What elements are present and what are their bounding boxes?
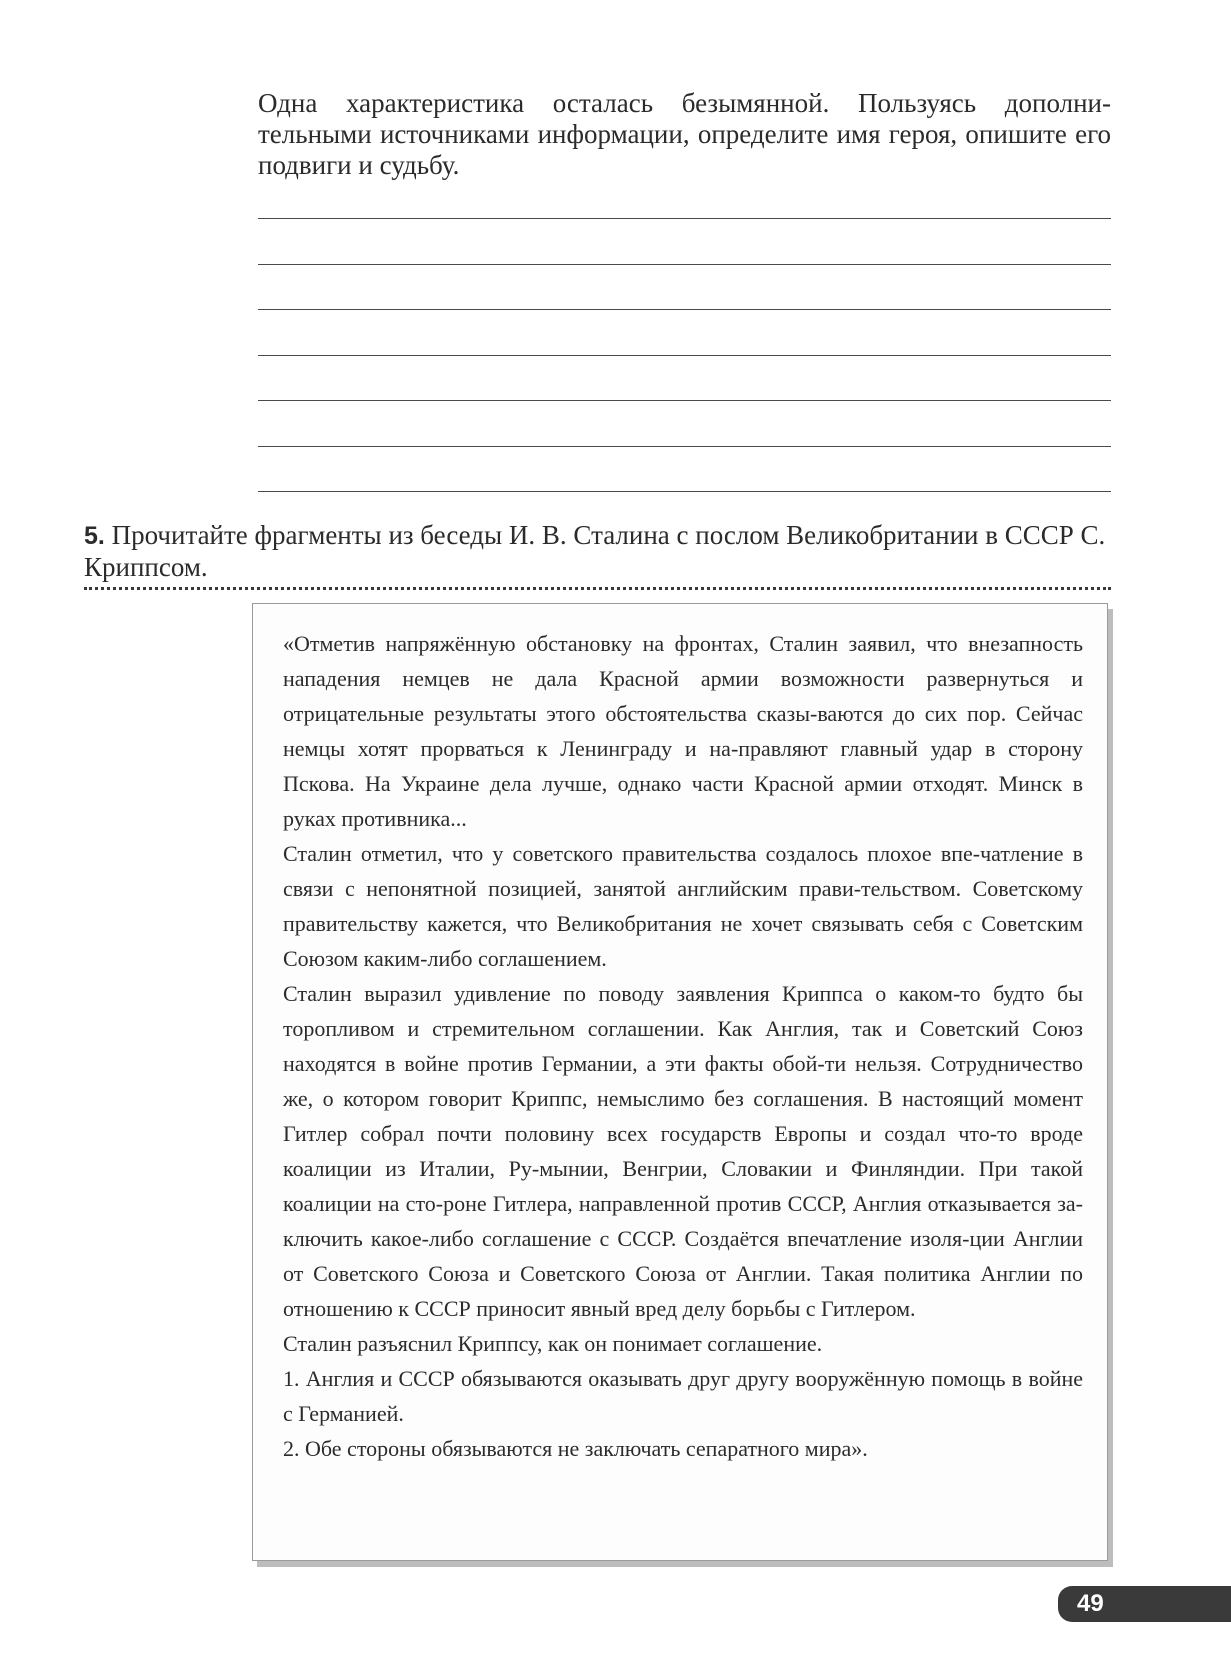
answer-line[interactable] <box>258 218 1111 264</box>
quote-list-item: 2. Обе стороны обязываются не заключать сепаратного мира». <box>283 1436 868 1461</box>
quote-paragraph: Сталин выразил удивление по поводу заявления Криппса о каком-то будто бы торопливом и стремительном соглашении. Как Англия, так и Советский Союз находятся в войне против Германии, а эти факты обой-ти нельзя. Сотрудничество же, о котором говорит Криппс, немыслимо без соглашения. В настоящий момент Гитлер собрал почти половину всех государств Европы и создал что-то вроде коалиции из Италии, Ру-мынии, Венгрии, Словакии и Финляндии. При такой коалиции на сто-роне Гитлера, направленной против СССР, Англия отказывается за-ключить какое-либо соглашение с СССР. Создаётся впечатление изоля-ции Англии от Советского Союза и Советского Союза от Англии. Такая политика Англии по отношению к СССР приносит явный вред делу борьбы с Гитлером. <box>283 981 1083 1321</box>
quote-paragraph: «Отметив напряжённую обстановку на фронтах, Сталин заявил, что внезапность нападения немцев не дала Красной армии возможности развернуться и отрицательные результаты этого обстоятельства сказы-ваются до сих пор. Сейчас немцы хотят прорваться к Ленинграду и на-правляют главный удар в сторону Пскова. На Украине дела лучше, однако части Красной армии отходят. Минск в руках противника... <box>283 631 1083 831</box>
task-text: Прочитайте фрагменты из беседы И. В. Сталина с послом Великобритании в СССР С. Криппсом. <box>84 520 1106 582</box>
answer-lines[interactable] <box>258 218 1111 537</box>
answer-line[interactable] <box>258 264 1111 310</box>
answer-line[interactable] <box>258 446 1111 492</box>
answer-line[interactable] <box>258 309 1111 355</box>
page-number: 49 <box>1077 1590 1104 1617</box>
intro-paragraph: Одна характеристика осталась безымянной. Пользуясь дополни-тельными источниками информации, определите имя героя, опишите его подвиги и судьбу. <box>258 88 1111 180</box>
quote-paragraph: Сталин отметил, что у советского правительства создалось плохое впе-чатление в связи с непонятной позицией, занятой английским прави-тельством. Советскому правительству кажется, что Великобритания не хочет связывать себя с Советским Союзом каким-либо соглашением. <box>283 841 1083 971</box>
quote-list-item: 1. Англия и СССР обязываются оказывать друг другу вооружённую помощь в войне с Германией. <box>283 1366 1083 1426</box>
task-number: 5. <box>84 522 105 550</box>
quote-box <box>252 603 1108 1561</box>
answer-line[interactable] <box>258 400 1111 446</box>
quote-paragraph: Сталин разъяснил Криппсу, как он понимает соглашение. <box>283 1331 823 1356</box>
task-heading <box>84 520 1111 590</box>
answer-line[interactable] <box>258 355 1111 401</box>
